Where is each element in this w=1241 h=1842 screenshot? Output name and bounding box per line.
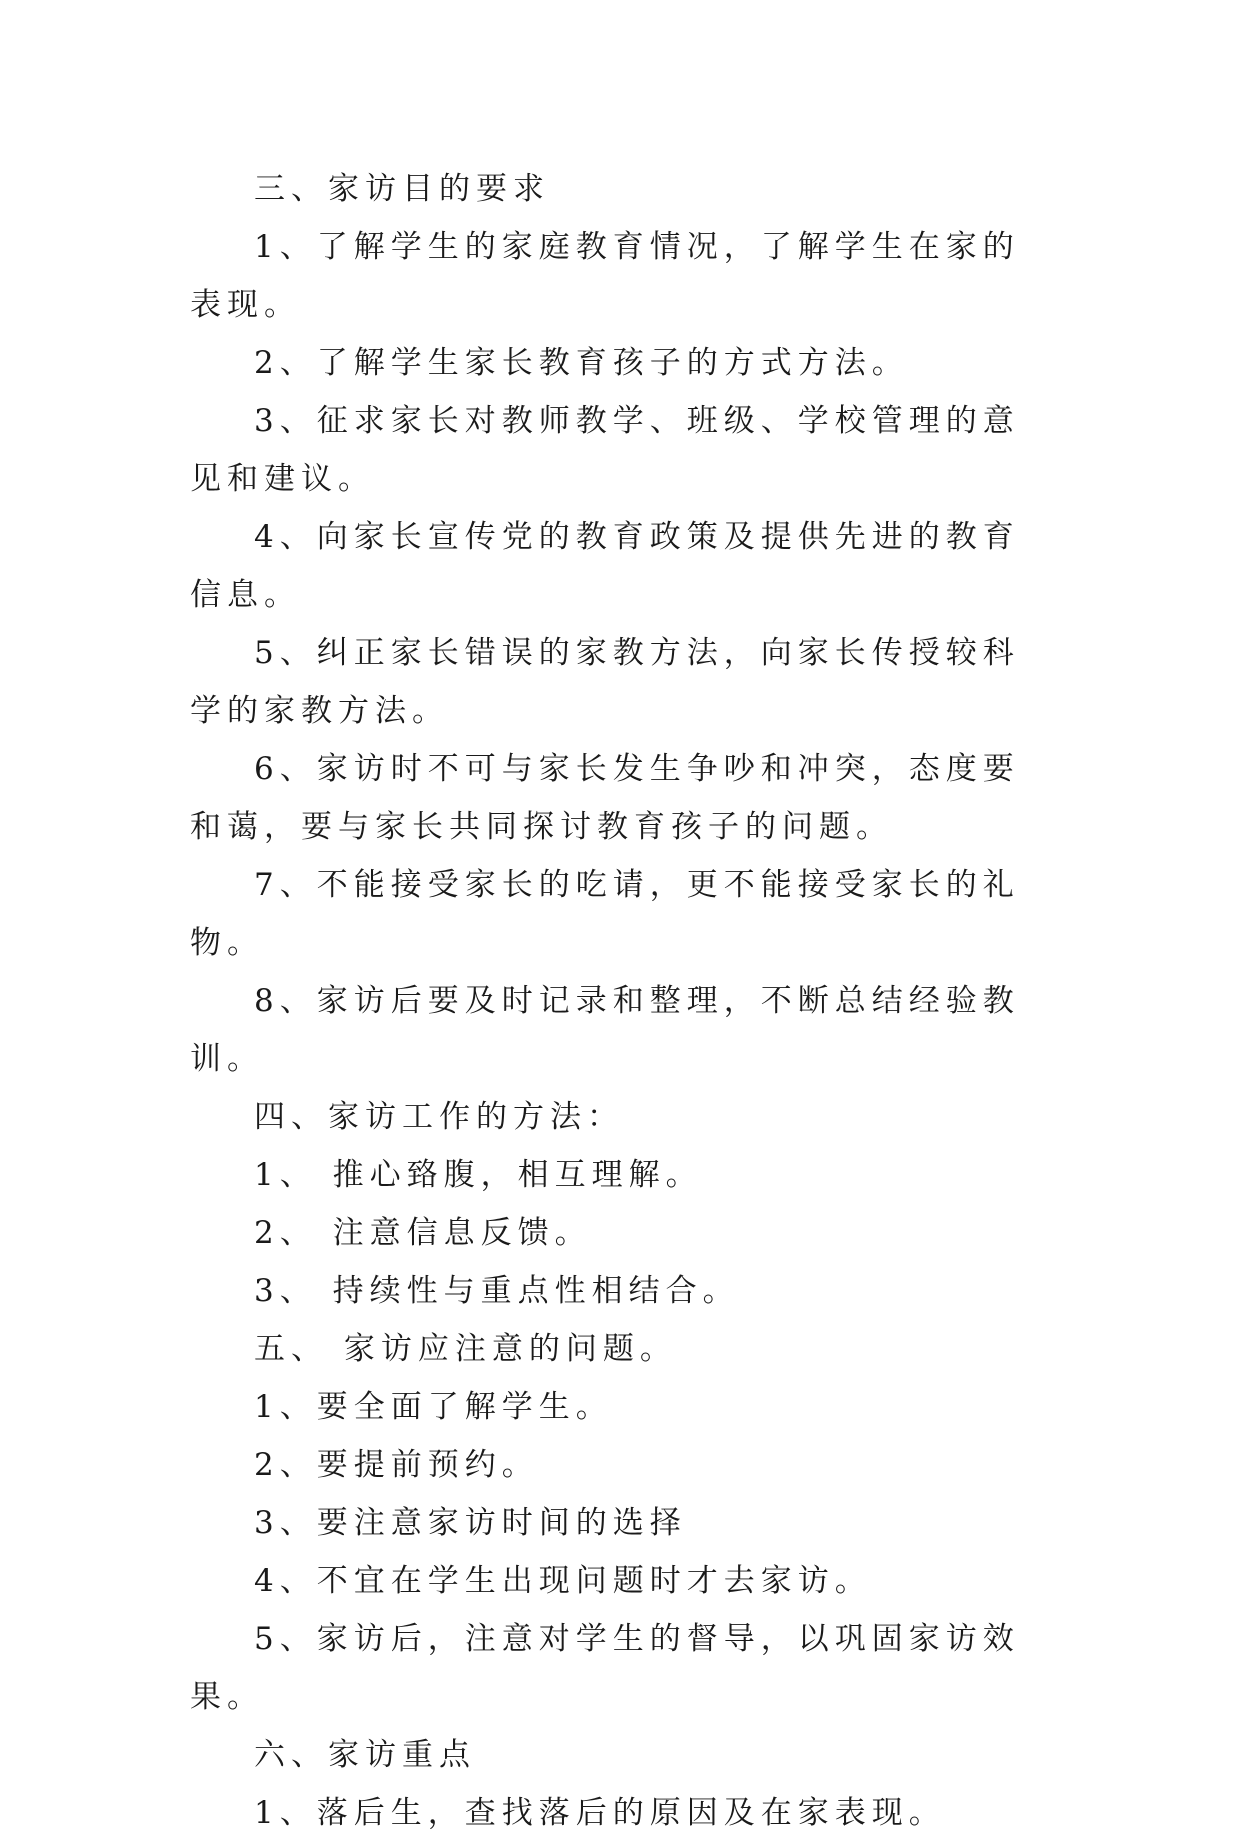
list-item: 2、 注意信息反馈。 — [254, 1215, 592, 1251]
section-heading-3: 三、家访目的要求 — [254, 171, 550, 207]
list-item: 2、了解学生家长教育孩子的方式方法。 — [254, 345, 909, 381]
document-body — [190, 160, 1050, 1842]
list-item: 4、不宜在学生出现问题时才去家访。 — [254, 1563, 872, 1599]
list-item: 3、要注意家访时间的选择 — [254, 1505, 687, 1541]
list-item: 6、家访时不可与家长发生争吵和冲突，态度要和蔼，要与家长共同探讨教育孩子的问题。 — [190, 751, 1020, 845]
section-heading-5: 五、 家访应注意的问题。 — [254, 1331, 677, 1367]
list-item: 7、不能接受家长的吃请，更不能接受家长的礼物。 — [190, 867, 1020, 961]
list-item: 1、了解学生的家庭教育情况，了解学生在家的表现。 — [190, 229, 1020, 323]
list-item: 5、家访后，注意对学生的督导，以巩固家访效果。 — [190, 1621, 1020, 1715]
section-heading-6: 六、家访重点 — [254, 1737, 476, 1773]
list-item: 1、要全面了解学生。 — [254, 1389, 613, 1425]
list-item: 8、家访后要及时记录和整理，不断总结经验教训。 — [190, 983, 1020, 1077]
list-item: 3、 持续性与重点性相结合。 — [254, 1273, 740, 1309]
list-item: 1、 推心臵腹，相互理解。 — [254, 1157, 703, 1193]
section-heading-4: 四、家访工作的方法： — [254, 1099, 624, 1135]
list-item: 1、落后生，查找落后的原因及在家表现。 — [254, 1795, 946, 1831]
list-item: 2、要提前预约。 — [254, 1447, 539, 1483]
list-item: 3、征求家长对教师教学、班级、学校管理的意见和建议。 — [190, 403, 1020, 497]
list-item: 5、纠正家长错误的家教方法，向家长传授较科学的家教方法。 — [190, 635, 1020, 729]
list-item: 4、向家长宣传党的教育政策及提供先进的教育信息。 — [190, 519, 1020, 613]
